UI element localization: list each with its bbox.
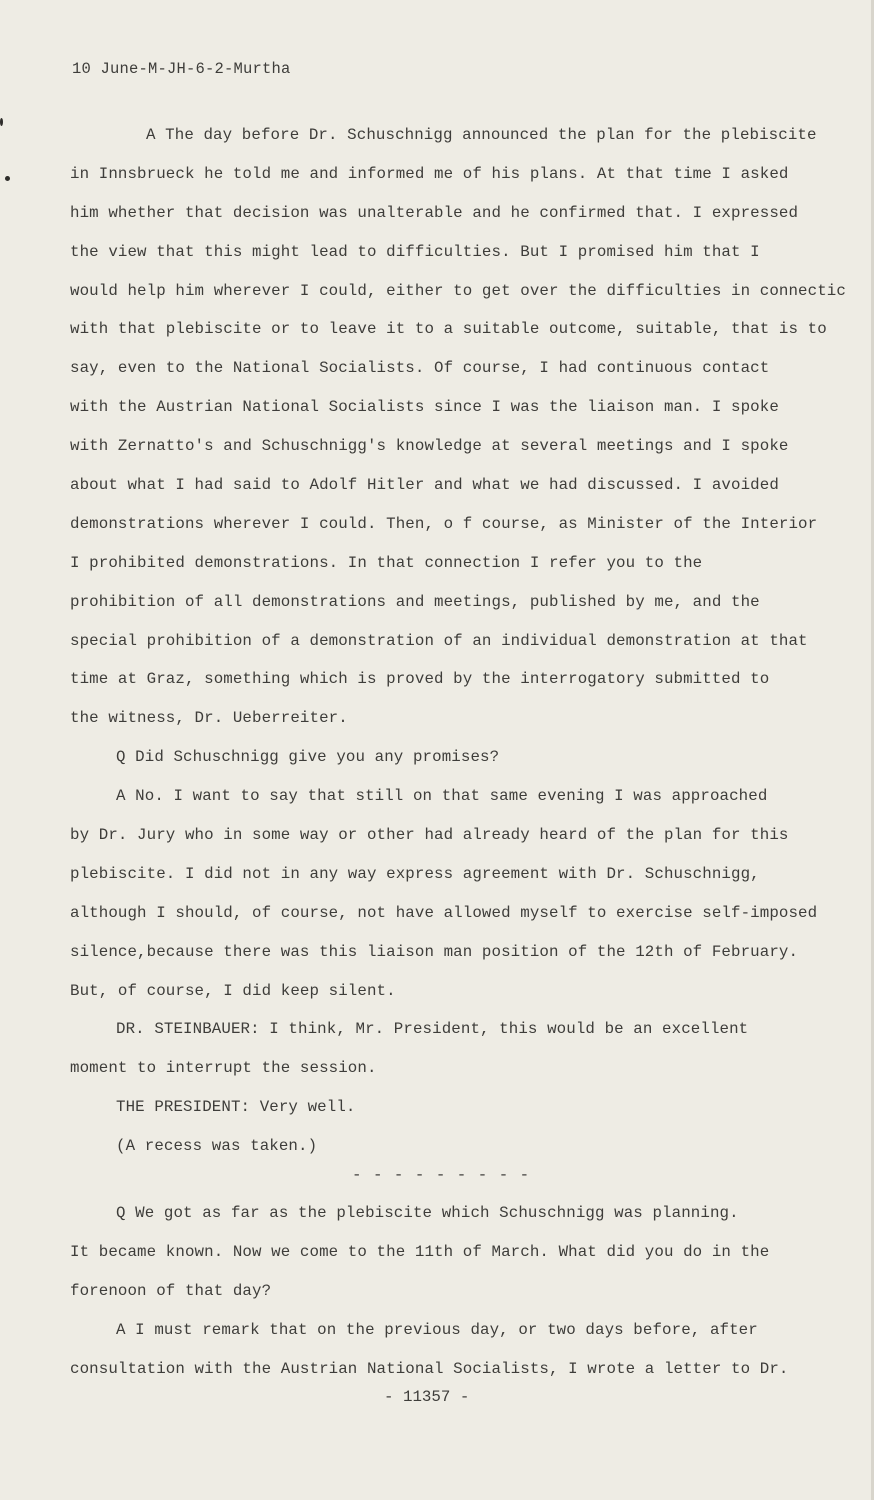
paragraph <box>70 777 840 1010</box>
paragraph <box>70 1127 840 1166</box>
text-line: A No. I want to say that still on that same evening I was approached <box>116 787 768 806</box>
paragraph <box>70 1194 840 1311</box>
text-line: DR. STEINBAUER: I think, Mr. President, this would be an excellent <box>116 1020 749 1039</box>
text-line: (A recess was taken.) <box>116 1137 318 1156</box>
text-line: It became known. Now we come to the 11th of March. What did you do in the <box>70 1242 770 1261</box>
document-body-continued <box>70 1194 840 1388</box>
page-number: - 11357 - <box>384 1388 470 1406</box>
text-line: about what I had said to Adolf Hitler and what we had discussed. I avoided <box>70 476 779 495</box>
text-line: moment to interrupt the session. <box>70 1059 377 1078</box>
text-line: demonstrations wherever I could. Then, o f course, as Minister of the Interior <box>70 514 818 533</box>
text-line: time at Graz, something which is proved by the interrogatory submitted to <box>70 670 770 689</box>
text-line: Q We got as far as the plebiscite which Schuschnigg was planning. <box>116 1204 739 1222</box>
section-separator: - - - - - - - - - <box>352 1166 531 1184</box>
punch-hole-mark <box>0 118 3 126</box>
text-line: prohibition of all demonstrations and meetings, published by me, and the <box>70 592 760 611</box>
text-line: him whether that decision was unalterable and he confirmed that. I expressed <box>70 203 799 222</box>
text-line: by Dr. Jury who in some way or other had already heard of the plan for this <box>70 826 789 845</box>
text-line: the witness, Dr. Ueberreiter. <box>70 709 348 728</box>
text-line: THE PRESIDENT: Very well. <box>116 1098 356 1117</box>
text-line: A The day before Dr. Schuschnigg announced the plan for the plebiscite <box>146 126 817 144</box>
text-line: although I should, of course, not have allowed myself to exercise self-imposed <box>70 903 818 922</box>
text-line: consultation with the Austrian National Socialists, I wrote a letter to Dr. <box>70 1359 789 1378</box>
text-line: with that plebiscite or to leave it to a suitable outcome, suitable, that is to <box>70 320 827 339</box>
text-line: the view that this might lead to difficulties. But I promised him that I <box>70 242 760 261</box>
text-line: with the Austrian National Socialists since I was the liaison man. I spoke <box>70 398 779 417</box>
paragraph <box>70 1311 840 1389</box>
text-line: Q Did Schuschnigg give you any promises? <box>116 748 500 767</box>
paragraph <box>70 738 840 777</box>
text-line: forenoon of that day? <box>70 1281 272 1300</box>
paragraph <box>70 116 846 738</box>
text-line: silence,because there was this liaison man position of the 12th of February. <box>70 942 799 961</box>
text-line: A I must remark that on the previous day, or two days before, after <box>116 1320 758 1339</box>
text-line: But, of course, I did keep silent. <box>70 981 396 1000</box>
page-header: 10 June-M-JH-6-2-Murtha <box>72 60 291 78</box>
paragraph <box>70 1010 840 1088</box>
text-line: special prohibition of a demonstration of an individual demonstration at that <box>70 631 808 650</box>
text-line: in Innsbrueck he told me and informed me of his plans. At that time I asked <box>70 164 789 183</box>
text-line: say, even to the National Socialists. Of course, I had continuous contact <box>70 359 770 378</box>
text-line: with Zernatto's and Schuschnigg's knowledge at several meetings and I spoke <box>70 437 789 456</box>
text-line: I prohibited demonstrations. In that connection I refer you to the <box>70 553 703 572</box>
text-line: plebiscite. I did not in any way express agreement with Dr. Schuschnigg, <box>70 864 760 883</box>
paragraph <box>70 1088 840 1127</box>
punch-hole-mark <box>5 176 10 181</box>
document-body <box>70 116 846 1166</box>
text-line: would help him wherever I could, either to get over the difficulties in connectic <box>70 281 846 300</box>
